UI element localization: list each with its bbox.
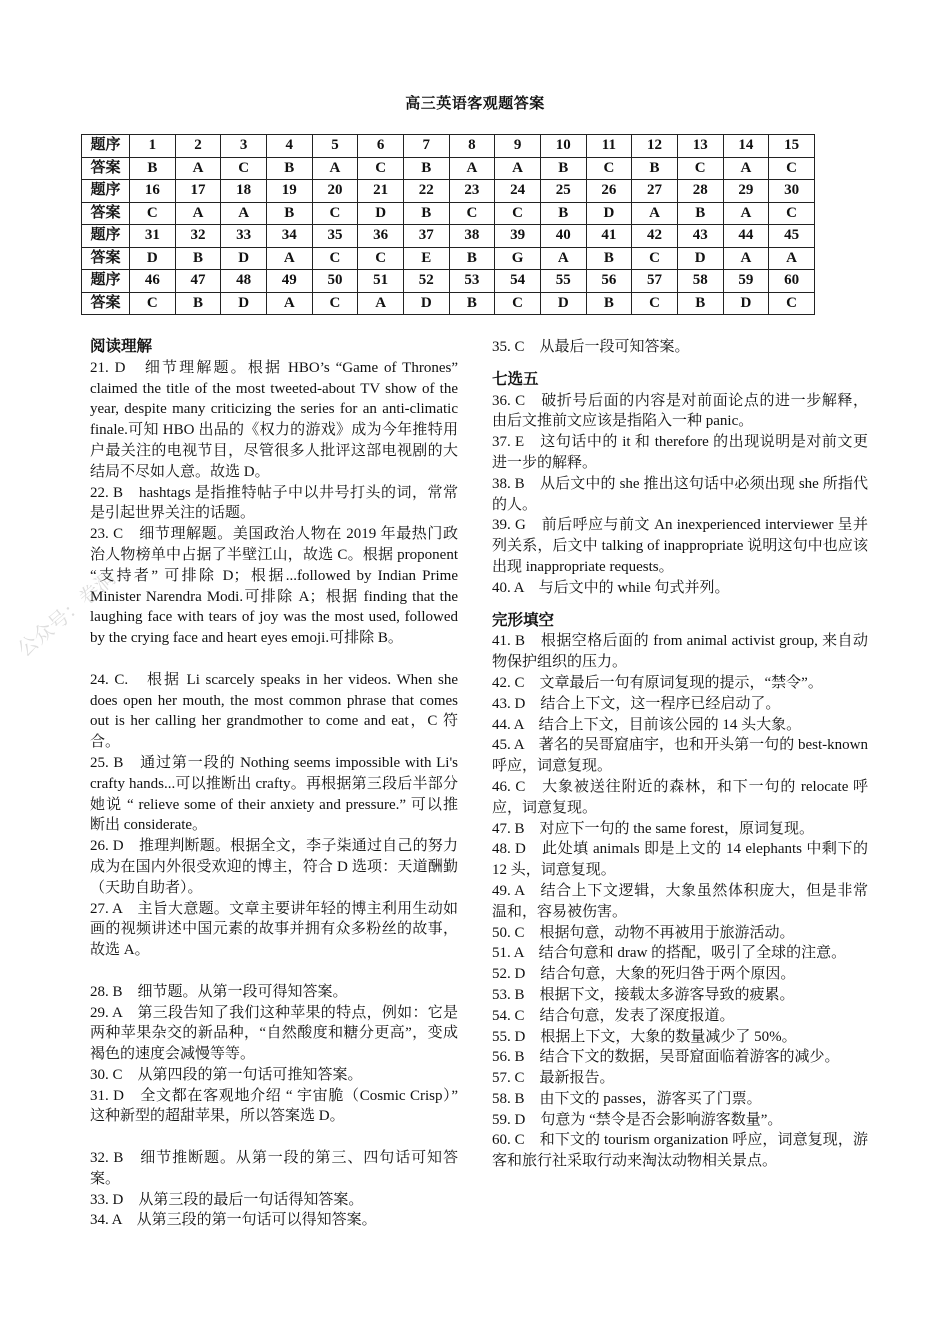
table-row-answers	[82, 157, 815, 180]
answer-cell: A	[221, 202, 267, 225]
question-number-cell: 21	[358, 180, 404, 203]
answer-cell: B	[266, 157, 312, 180]
table-row-numbers	[82, 135, 815, 158]
answer-cell: B	[403, 157, 449, 180]
answer-cell: B	[175, 292, 221, 315]
answer-cell: C	[495, 292, 541, 315]
section-heading-seven-five: 七选五	[492, 370, 539, 388]
answer-cell: C	[130, 292, 176, 315]
question-number-cell: 42	[632, 225, 678, 248]
question-number-cell: 55	[540, 270, 586, 293]
question-number-cell: 18	[221, 180, 267, 203]
question-number-cell: 1	[130, 135, 176, 158]
question-number-cell: 24	[495, 180, 541, 203]
answer-item: 59. D 句意为 “禁令是否会影响游客数量”。	[492, 1111, 783, 1128]
question-number-cell: 22	[403, 180, 449, 203]
answer-item: 24. C. 根据 Li scarcely speaks in her videos. When she does open her mouth, the most common phrase that comes out is her calling her grandmother to come and eat，C 符合。	[90, 671, 458, 751]
question-number-cell: 25	[540, 180, 586, 203]
question-number-cell: 58	[677, 270, 723, 293]
left-column	[90, 337, 458, 1231]
answer-cell: B	[540, 157, 586, 180]
answer-cell: D	[586, 202, 632, 225]
answer-cell: A	[449, 157, 495, 180]
answer-cell: A	[175, 157, 221, 180]
question-number-cell: 2	[175, 135, 221, 158]
question-number-cell: 15	[769, 135, 815, 158]
row-label-answer: 答案	[82, 202, 130, 225]
answer-cell: B	[403, 202, 449, 225]
answer-item: 34. A 从第三段的第一句话可以得知答案。	[90, 1212, 377, 1229]
question-number-cell: 28	[677, 180, 723, 203]
answer-item: 52. D 结合句意，大象的死归咎于两个原因。	[492, 966, 796, 983]
answer-item: 45. A 著名的吴哥窟庙宇，也和开头第一句的 best-known 呼应，词意复现。	[492, 737, 868, 775]
question-number-cell: 27	[632, 180, 678, 203]
question-number-cell: 45	[769, 225, 815, 248]
answer-cell: D	[403, 292, 449, 315]
answer-cell: C	[632, 247, 678, 270]
answer-cell: C	[677, 157, 723, 180]
answer-item: 55. D 根据上下文，大象的数量减少了 50%。	[492, 1028, 797, 1045]
answer-cell: A	[175, 202, 221, 225]
answer-cell: B	[130, 157, 176, 180]
question-number-cell: 41	[586, 225, 632, 248]
question-number-cell: 47	[175, 270, 221, 293]
answer-cell: B	[677, 292, 723, 315]
question-number-cell: 9	[495, 135, 541, 158]
question-number-cell: 14	[723, 135, 769, 158]
question-number-cell: 10	[540, 135, 586, 158]
question-number-cell: 57	[632, 270, 678, 293]
table-row-numbers	[82, 225, 815, 248]
answer-cell: D	[130, 247, 176, 270]
question-number-cell: 54	[495, 270, 541, 293]
answer-table	[81, 134, 815, 315]
right-column	[492, 337, 868, 1172]
question-number-cell: 13	[677, 135, 723, 158]
question-number-cell: 6	[358, 135, 404, 158]
answer-cell: D	[677, 247, 723, 270]
question-number-cell: 34	[266, 225, 312, 248]
answer-item: 23. C 细节理解题。美国政治人物在 2019 年最热门政治人物榜单中占据了半壁江山，故选 C。根据 proponent “支持者” 可排除 D；根据...followed by Indian Prime Minister Narendra Modi.可排除 A；根据 finding that the laughing face with tears of joy was the most used, followed by the crying face and heart eyes emoji.可排除 B。	[90, 526, 458, 647]
question-number-cell: 49	[266, 270, 312, 293]
answer-cell: C	[312, 202, 358, 225]
answer-cell: D	[723, 292, 769, 315]
question-number-cell: 3	[221, 135, 267, 158]
answer-cell: C	[312, 247, 358, 270]
answer-cell: A	[540, 247, 586, 270]
answer-cell: C	[632, 292, 678, 315]
watermark: 公众号：卷洞	[12, 565, 120, 662]
answer-cell: A	[723, 202, 769, 225]
question-number-cell: 12	[632, 135, 678, 158]
question-number-cell: 4	[266, 135, 312, 158]
section-heading-reading: 阅读理解	[90, 338, 153, 355]
table-row-answers	[82, 247, 815, 270]
answer-item: 39. G 前后呼应与前文 An inexperienced interviewer 呈并列关系，后文中 talking of inappropriate 说明这句中也应该出现 inappropriate requests。	[492, 517, 868, 575]
table-row-answers	[82, 202, 815, 225]
table-row-answers	[82, 292, 815, 315]
answer-cell: C	[586, 157, 632, 180]
page-title: 高三英语客观题答案	[405, 96, 545, 112]
answer-item: 22. B hashtags 是指推特帖子中以井号打头的词，常常是引起世界关注的话题。	[90, 484, 458, 522]
answer-item: 38. B 从后文中的 she 推出这句话中必须出现 she 所指代的人。	[492, 475, 868, 513]
row-label-number: 题序	[82, 135, 130, 158]
row-label-answer: 答案	[82, 157, 130, 180]
question-number-cell: 60	[769, 270, 815, 293]
answer-cell: D	[540, 292, 586, 315]
answer-cell: C	[449, 202, 495, 225]
question-number-cell: 40	[540, 225, 586, 248]
answer-cell: A	[723, 157, 769, 180]
question-number-cell: 38	[449, 225, 495, 248]
answer-cell: C	[358, 247, 404, 270]
question-number-cell: 23	[449, 180, 495, 203]
answer-cell: D	[221, 247, 267, 270]
question-number-cell: 36	[358, 225, 404, 248]
answer-cell: B	[175, 247, 221, 270]
answer-cell: B	[677, 202, 723, 225]
answer-item: 40. A 与后文中的 while 句式并列。	[492, 579, 730, 596]
answer-item: 53. B 根据下文，接载太多游客导致的疲累。	[492, 986, 795, 1003]
answer-cell: D	[221, 292, 267, 315]
question-number-cell: 7	[403, 135, 449, 158]
answer-item: 44. A 结合上下文，目前该公园的 14 头大象。	[492, 716, 802, 733]
answer-item: 49. A 结合上下文逻辑，大象虽然体积庞大，但是非常温和，容易被伤害。	[492, 882, 868, 920]
question-number-cell: 20	[312, 180, 358, 203]
answer-item: 21. D 细节理解题。根据 HBO’s “Game of Thrones” claimed the title of the most tweeted-about TV show of the year, despite many criticizing the series for an anti-climatic finale.可知 HBO 出品的《权力的游戏》成为今年推特用户最关注的电视节目，尽管很多人批评这部电视剧的大结局不尽如人意。故选 D。	[90, 359, 458, 480]
row-label-number: 题序	[82, 225, 130, 248]
answer-item: 47. B 对应下一句的 the same forest，原词复现。	[492, 820, 815, 837]
question-number-cell: 43	[677, 225, 723, 248]
answer-item: 54. C 结合句意，发表了深度报道。	[492, 1007, 735, 1024]
answer-item: 41. B 根据空格后面的 from animal activist group, 来自动物保护组织的压力。	[492, 633, 868, 671]
answer-item: 37. E 这句话中的 it 和 therefore 的出现说明是对前文更进一步的解释。	[492, 434, 868, 471]
question-number-cell: 53	[449, 270, 495, 293]
question-number-cell: 56	[586, 270, 632, 293]
question-number-cell: 46	[130, 270, 176, 293]
question-number-cell: 44	[723, 225, 769, 248]
answer-cell: C	[358, 157, 404, 180]
question-number-cell: 51	[358, 270, 404, 293]
question-number-cell: 31	[130, 225, 176, 248]
question-number-cell: 33	[221, 225, 267, 248]
question-number-cell: 16	[130, 180, 176, 203]
question-number-cell: 50	[312, 270, 358, 293]
answer-cell: E	[403, 247, 449, 270]
table-row-numbers	[82, 180, 815, 203]
answer-item: 35. C 从最后一段可知答案。	[492, 339, 690, 355]
row-label-answer: 答案	[82, 292, 130, 315]
question-number-cell: 30	[769, 180, 815, 203]
row-label-number: 题序	[82, 270, 130, 293]
answer-cell: A	[632, 202, 678, 225]
answer-item: 46. C 大象被送往附近的森林，和下一句的 relocate 呼应，词意复现。	[492, 778, 868, 816]
answer-item: 50. C 根据句意，动物不再被用于旅游活动。	[492, 924, 795, 941]
answer-item: 32. B 细节推断题。从第一段的第三、四句话可知答案。	[90, 1150, 458, 1187]
row-label-number: 题序	[82, 180, 130, 203]
question-number-cell: 29	[723, 180, 769, 203]
question-number-cell: 17	[175, 180, 221, 203]
answer-item: 58. B 由下文的 passes，游客买了门票。	[492, 1090, 762, 1107]
answer-item: 48. D 此处填 animals 即是上文的 14 elephants 中剩下的 12 头，词意复现。	[492, 841, 868, 879]
question-number-cell: 39	[495, 225, 541, 248]
answer-cell: C	[130, 202, 176, 225]
question-number-cell: 37	[403, 225, 449, 248]
answer-item: 43. D 结合上下文，这一程序已经启动了。	[492, 695, 781, 712]
answer-item: 26. D 推理判断题。根据全文，李子柒通过自己的努力成为在国内外很受欢迎的博主，符合 D 选项：天道酬勤（天助自助者）。	[90, 838, 458, 896]
answer-cell: A	[266, 292, 312, 315]
answer-cell: D	[358, 202, 404, 225]
question-number-cell: 26	[586, 180, 632, 203]
answer-item: 29. A 第三段告知了我们这种苹果的特点，例如：它是两种苹果杂交的新品种，“自然酸度和糖分更高”，变成褐色的速度会减慢等等。	[90, 1004, 458, 1063]
answer-cell: A	[358, 292, 404, 315]
answer-item: 25. B 通过第一段的 Nothing seems impossible with Li's crafty hands...可以推断出 crafty。再根据第三段后半部分她说 “ relieve some of their anxiety and pressure.” 可以推断出 considerate。	[90, 754, 458, 834]
answer-cell: B	[449, 292, 495, 315]
answer-cell: A	[312, 157, 358, 180]
question-number-cell: 35	[312, 225, 358, 248]
answer-cell: C	[312, 292, 358, 315]
answer-cell: A	[495, 157, 541, 180]
answer-item: 42. C 文章最后一句有原词复现的提示，“禁令”。	[492, 674, 823, 691]
answer-cell: C	[769, 292, 815, 315]
question-number-cell: 5	[312, 135, 358, 158]
question-number-cell: 19	[266, 180, 312, 203]
answer-item: 56. B 结合下文的数据，吴哥窟面临着游客的减少。	[492, 1049, 840, 1066]
answer-cell: C	[495, 202, 541, 225]
answer-cell: C	[221, 157, 267, 180]
answer-item: 33. D 从第三段的最后一句话得知答案。	[90, 1191, 364, 1208]
question-number-cell: 48	[221, 270, 267, 293]
answer-item: 27. A 主旨大意题。文章主要讲年轻的博主利用生动如画的视频讲述中国元素的故事并拥有众多粉丝的故事，故选 A。	[90, 900, 458, 959]
answer-item: 30. C 从第四段的第一句话可推知答案。	[90, 1066, 363, 1083]
answer-item: 51. A 结合句意和 draw 的搭配，吸引了全球的注意。	[492, 945, 847, 962]
answer-cell: B	[632, 157, 678, 180]
answer-cell: G	[495, 247, 541, 270]
question-number-cell: 8	[449, 135, 495, 158]
answer-item: 28. B 细节题。从第一段可得知答案。	[90, 983, 348, 1000]
answer-item: 31. D 全文都在客观地介绍 “ 宇宙脆（Cosmic Crisp）” 这种新型的超甜苹果，所以答案选 D。	[90, 1087, 458, 1125]
answer-cell: B	[540, 202, 586, 225]
table-row-numbers	[82, 270, 815, 293]
question-number-cell: 59	[723, 270, 769, 293]
answer-item: 60. C 和下文的 tourism organization 呼应，词意复现，游客和旅行社采取行动来淘汰动物相关景点。	[492, 1132, 868, 1170]
question-number-cell: 11	[586, 135, 632, 158]
question-number-cell: 52	[403, 270, 449, 293]
answer-cell: A	[723, 247, 769, 270]
row-label-answer: 答案	[82, 247, 130, 270]
answer-item: 57. C 最新报告。	[492, 1070, 615, 1087]
answer-cell: A	[266, 247, 312, 270]
question-number-cell: 32	[175, 225, 221, 248]
answer-item: 36. C 破折号后面的内容是对前面论点的进一步解释，由后文推前文应该是指陷入一种 panic。	[492, 392, 868, 430]
answer-cell: C	[769, 157, 815, 180]
answer-cell: A	[769, 247, 815, 270]
section-heading-cloze: 完形填空	[492, 611, 555, 629]
answer-cell: B	[266, 202, 312, 225]
answer-cell: B	[586, 292, 632, 315]
answer-cell: C	[769, 202, 815, 225]
answer-cell: B	[586, 247, 632, 270]
answer-cell: B	[449, 247, 495, 270]
